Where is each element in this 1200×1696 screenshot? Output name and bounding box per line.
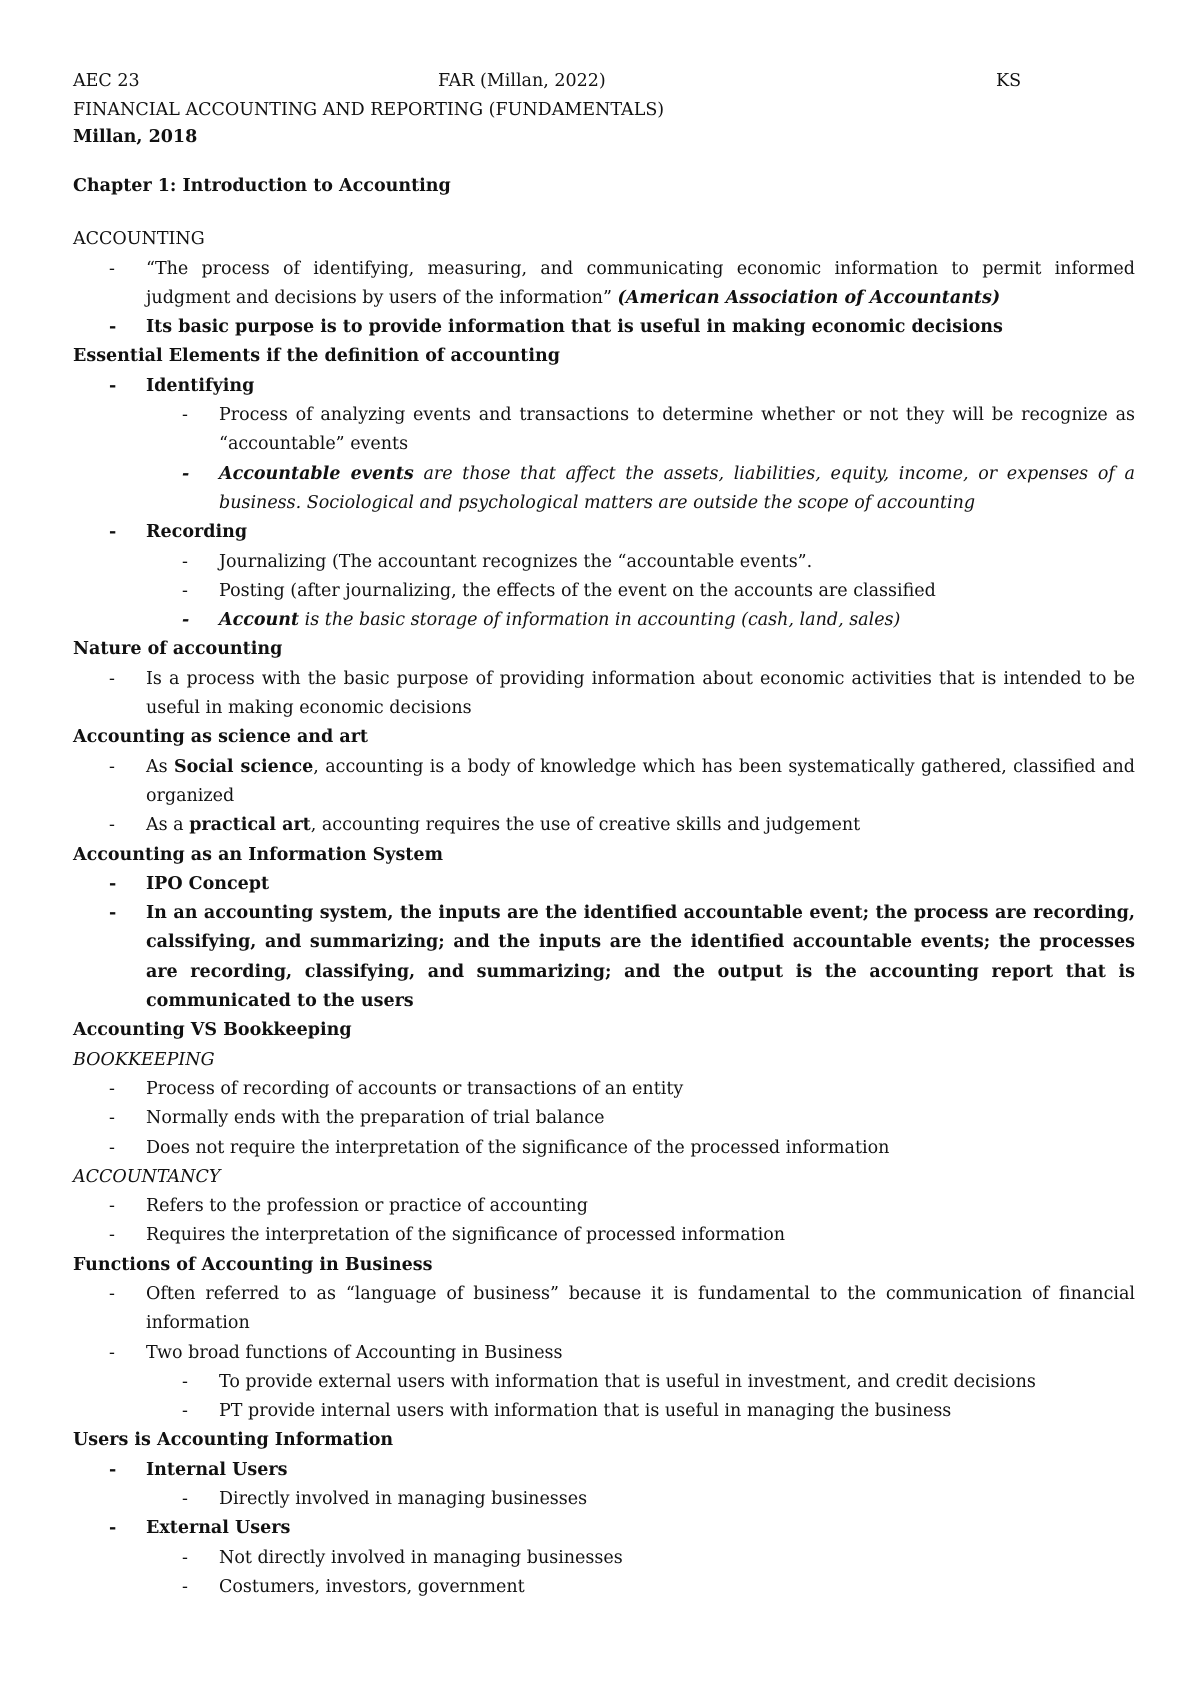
- bullet-external-users: [73, 1514, 1135, 1543]
- dash-bullet: -: [109, 317, 117, 338]
- dash-bullet: -: [109, 815, 115, 836]
- social-science-term: Social science: [173, 756, 314, 777]
- dash-bullet: -: [109, 375, 117, 396]
- dash-bullet: -: [109, 1283, 115, 1304]
- journalizing-text: Journalizing (The accountant recognizes the “accountable events”.: [219, 551, 813, 572]
- bullet-practical-art: [73, 811, 1135, 840]
- dash-bullet: -: [182, 405, 188, 426]
- definition-source: (American Association of Accountants): [617, 287, 1001, 308]
- dash-bullet: -: [109, 873, 117, 894]
- dash-bullet: -: [109, 522, 117, 543]
- dash-bullet: -: [182, 551, 188, 572]
- bullet-accountancy-1: [73, 1192, 1135, 1221]
- spacer: [73, 201, 1135, 225]
- sub-bullet-internal-users: [73, 1485, 1135, 1514]
- dash-bullet: -: [109, 1196, 115, 1217]
- section-heading-accounting-vs-bookkeeping: Accounting VS Bookkeeping: [73, 1020, 352, 1041]
- section-heading-users: Users is Accounting Information: [73, 1430, 394, 1451]
- sub-bullet-internal-function: [73, 1397, 1135, 1426]
- chapter-title: Chapter 1: Introduction to Accounting: [73, 176, 451, 196]
- section-heading-information-system: Accounting as an Information System: [73, 844, 444, 865]
- dash-bullet: -: [182, 1489, 188, 1510]
- language-of-business-text: Often referred to as “language of business” because it is fundamental to the communication of financial information: [146, 1283, 1135, 1334]
- practical-art-text: , accounting requires the use of creative skills and judgement: [310, 815, 861, 836]
- accountable-events-text: are those that affect the assets, liabilities, equity, income, or expenses of a business. Sociological and psychological matters are outside the scope of accounting: [219, 463, 1135, 513]
- sub-bullet-identifying-process: [73, 401, 1135, 460]
- internal-users-label: Internal Users: [146, 1459, 288, 1480]
- dash-bullet: -: [109, 1518, 117, 1539]
- bullet-accounting-definition: [73, 255, 1135, 314]
- practical-art-prefix: As a: [146, 815, 190, 836]
- subheading-accountancy: ACCOUNTANCY: [73, 1166, 221, 1187]
- bullet-bookkeeping-2: [73, 1104, 1135, 1133]
- external-users-text-1: Not directly involved in managing businesses: [219, 1547, 623, 1568]
- bullet-recording: [73, 518, 1135, 547]
- dash-bullet: -: [182, 1576, 188, 1597]
- external-function-text: To provide external users with information that is useful in investment, and credit decisions: [219, 1371, 1036, 1392]
- dash-bullet: -: [109, 1078, 115, 1099]
- course-reference: FAR (Millan, 2022): [438, 71, 606, 91]
- recording-label: Recording: [146, 522, 248, 543]
- ipo-concept-text: IPO Concept: [146, 873, 270, 894]
- bullet-ipo-concept: [73, 870, 1135, 899]
- dash-bullet: -: [182, 1401, 188, 1422]
- purpose-text: Its basic purpose is to provide information that is useful in making economic decisions: [146, 317, 1003, 338]
- document-title: FINANCIAL ACCOUNTING AND REPORTING (FUNDAMENTALS): [73, 100, 665, 120]
- dash-bullet: -: [182, 610, 190, 631]
- bullet-two-broad-functions: [73, 1339, 1135, 1368]
- section-heading-accounting: ACCOUNTING: [73, 229, 205, 250]
- section-heading-science-art: Accounting as science and art: [73, 727, 369, 748]
- social-science-text: , accounting is a body of knowledge which has been systematically gathered, classified and organized: [146, 756, 1135, 806]
- dash-bullet: -: [109, 1342, 115, 1363]
- dash-bullet: -: [182, 580, 188, 601]
- bookkeeping-text-3: Does not require the interpretation of the significance of the processed information: [146, 1137, 890, 1158]
- internal-users-text: Directly involved in managing businesses: [219, 1489, 588, 1510]
- two-broad-functions-text: Two broad functions of Accounting in Business: [146, 1342, 563, 1363]
- dash-bullet: -: [109, 756, 115, 777]
- sub-bullet-external-users-1: [73, 1544, 1135, 1573]
- dash-bullet: -: [109, 668, 115, 689]
- bookkeeping-text-2: Normally ends with the preparation of trial balance: [146, 1108, 605, 1129]
- section-heading-functions: Functions of Accounting in Business: [73, 1254, 433, 1275]
- dash-bullet: -: [109, 903, 117, 924]
- dash-bullet: -: [109, 1108, 115, 1129]
- sub-bullet-accountable-events: [73, 460, 1135, 519]
- sub-bullet-journalizing: [73, 548, 1135, 577]
- author-initials: KS: [996, 71, 1022, 91]
- sub-bullet-account: [73, 606, 1135, 635]
- definition-quote: “The process of identifying, measuring, and communicating economic information to permit informed judgment and decisions by users of the information”: [146, 258, 1135, 308]
- accounting-system-text: In an accounting system, the inputs are the identified accountable event; the process are recording, calssifying, and summarizing; and the inputs are the identified accountable events; the processes are recording, classifying, and summarizing; and the output is the accounting report that is communicated to the users: [146, 903, 1135, 1012]
- section-heading-nature: Nature of accounting: [73, 639, 283, 660]
- bullet-social-science: [73, 753, 1135, 812]
- document-body: [73, 172, 1135, 1602]
- bullet-accounting-system: [73, 899, 1135, 1016]
- account-term: Account: [219, 610, 300, 631]
- bullet-bookkeeping-3: [73, 1134, 1135, 1163]
- sub-bullet-external-function: [73, 1368, 1135, 1397]
- section-heading-essential-elements: Essential Elements if the definition of accounting: [73, 346, 560, 367]
- sub-bullet-posting: [73, 577, 1135, 606]
- dash-bullet: -: [182, 463, 190, 484]
- dash-bullet: -: [109, 1459, 117, 1480]
- dash-bullet: -: [109, 258, 115, 279]
- sub-bullet-external-users-2: [73, 1573, 1135, 1602]
- bookkeeping-text-1: Process of recording of accounts or transactions of an entity: [146, 1078, 684, 1099]
- document-source: Millan, 2018: [73, 127, 198, 147]
- bullet-internal-users: [73, 1456, 1135, 1485]
- internal-function-text: PT provide internal users with information that is useful in managing the business: [219, 1401, 952, 1422]
- identifying-process-text: Process of analyzing events and transactions to determine whether or not they will be recognize as “accountable” events: [219, 405, 1135, 455]
- bullet-accounting-purpose: [73, 313, 1135, 342]
- external-users-text-2: Costumers, investors, government: [219, 1576, 525, 1597]
- posting-text: Posting (after journalizing, the effects of the event on the accounts are classified: [219, 580, 936, 601]
- dash-bullet: -: [182, 1371, 188, 1392]
- bullet-identifying: [73, 372, 1135, 401]
- dash-bullet: -: [109, 1137, 115, 1158]
- practical-art-term: practical art: [189, 815, 311, 836]
- dash-bullet: -: [182, 1547, 188, 1568]
- bullet-bookkeeping-1: [73, 1075, 1135, 1104]
- bullet-accountancy-2: [73, 1221, 1135, 1250]
- accountable-events-term: Accountable events: [219, 463, 414, 484]
- identifying-label: Identifying: [146, 375, 255, 396]
- course-code: AEC 23: [73, 71, 140, 91]
- accountancy-text-1: Refers to the profession or practice of accounting: [146, 1196, 588, 1217]
- nature-text: Is a process with the basic purpose of providing information about economic activities that is intended to be useful in making economic decisions: [146, 668, 1135, 719]
- social-science-prefix: As: [146, 756, 174, 777]
- account-text: is the basic storage of information in accounting (cash, land, sales): [299, 610, 901, 631]
- accountancy-text-2: Requires the interpretation of the significance of processed information: [146, 1225, 786, 1246]
- subheading-bookkeeping: BOOKKEEPING: [73, 1049, 215, 1070]
- dash-bullet: -: [109, 1225, 115, 1246]
- bullet-language-of-business: [73, 1280, 1135, 1339]
- external-users-label: External Users: [146, 1518, 291, 1539]
- bullet-nature: [73, 665, 1135, 724]
